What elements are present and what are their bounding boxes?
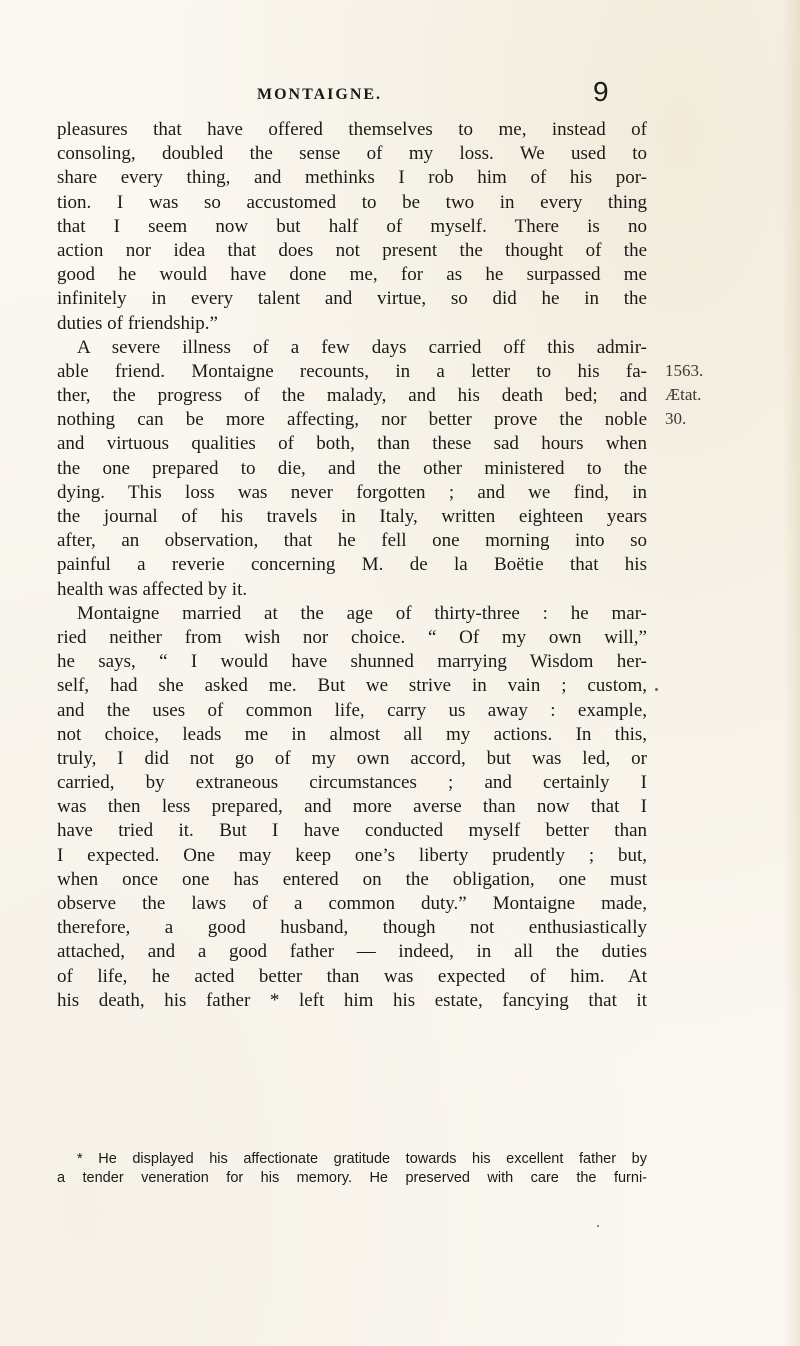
margin-note-year: 1563. xyxy=(665,361,704,380)
paper-speck xyxy=(597,1225,599,1227)
text-line: duties of friendship.” xyxy=(57,312,218,334)
text-line: able friend. Montaigne recounts, in a letter to his fa- xyxy=(57,360,647,382)
text-line: truly, I did not go of my own accord, but was led, or xyxy=(57,747,647,769)
text-line: infinitely in every talent and virtue, so did he in the xyxy=(57,288,647,310)
text-line: after, an observation, that he fell one morning into so xyxy=(57,530,647,552)
footnote-line: * He displayed his affectionate gratitude towards his excellent father by xyxy=(77,1151,647,1167)
text-line: not choice, leads me in almost all my actions. In this, xyxy=(57,723,647,745)
text-line: have tried it. But I have conducted myself better than xyxy=(57,820,647,842)
text-line: his death, his father * left him his estate, fancying that it xyxy=(57,989,647,1011)
running-title: MONTAIGNE. xyxy=(257,86,383,103)
text-line: he says, “ I would have shunned marrying Wisdom her- xyxy=(57,651,647,673)
text-line: Montaigne married at the age of thirty-three : he mar- xyxy=(77,602,647,624)
text-line: good he would have done me, for as he surpassed me xyxy=(57,264,647,286)
text-line: consoling, doubled the sense of my loss. We used to xyxy=(57,143,647,165)
text-line: tion. I was so accustomed to be two in every thing xyxy=(57,191,647,213)
footnote xyxy=(57,1150,647,1188)
margin-note-age: 30. xyxy=(665,409,687,428)
page-number: 9 xyxy=(593,76,609,107)
text-line: dying. This loss was never forgotten ; and we find, in xyxy=(57,481,647,503)
text-line: painful a reverie concerning M. de la Boëtie that his xyxy=(57,554,647,576)
running-head xyxy=(0,76,800,110)
text-line: self, had she asked me. But we strive in vain ; custom, xyxy=(57,675,647,697)
text-line: that I seem now but half of myself. There is no xyxy=(57,215,647,237)
text-line: the one prepared to die, and the other ministered to the xyxy=(57,457,647,479)
text-line: action nor idea that does not present the thought of the xyxy=(57,239,647,261)
text-line: pleasures that have offered themselves to me, instead of xyxy=(57,119,647,140)
text-line: carried, by extraneous circumstances ; and certainly I xyxy=(57,772,647,794)
margin-note-aetat: Ætat. xyxy=(665,385,702,404)
text-line: health was affected by it. xyxy=(57,578,248,600)
text-line: observe the laws of a common duty.” Montaigne made, xyxy=(57,893,647,914)
paper-speck xyxy=(655,688,658,691)
text-line: I expected. One may keep one’s liberty prudently ; but, xyxy=(57,844,647,866)
text-line: when once one has entered on the obligation, one must xyxy=(57,868,647,890)
text-line: attached, and a good father — indeed, in all the duties xyxy=(57,941,647,963)
page-edge-shading xyxy=(782,0,800,1346)
text-line: ther, the progress of the malady, and his death bed; and xyxy=(57,385,647,407)
text-line: and virtuous qualities of both, than these sad hours when xyxy=(57,433,647,455)
text-line: of life, he acted better than was expected of him. At xyxy=(57,965,647,987)
footnote-line: a tender veneration for his memory. He preserved with care the furni- xyxy=(57,1170,647,1186)
body-text xyxy=(57,118,647,1013)
text-line: therefore, a good husband, though not enthusiastically xyxy=(57,917,647,939)
text-line: nothing can be more affecting, nor better prove the noble xyxy=(57,409,647,431)
text-line: and the uses of common life, carry us away : example, xyxy=(57,699,647,721)
text-line: the journal of his travels in Italy, written eighteen years xyxy=(57,506,647,527)
text-line: was then less prepared, and more averse than now that I xyxy=(57,796,647,818)
text-line: share every thing, and methinks I rob him of his por- xyxy=(57,167,647,189)
text-line: A severe illness of a few days carried off this admir- xyxy=(77,336,647,358)
text-line: ried neither from wish nor choice. “ Of my own will,” xyxy=(57,626,647,648)
